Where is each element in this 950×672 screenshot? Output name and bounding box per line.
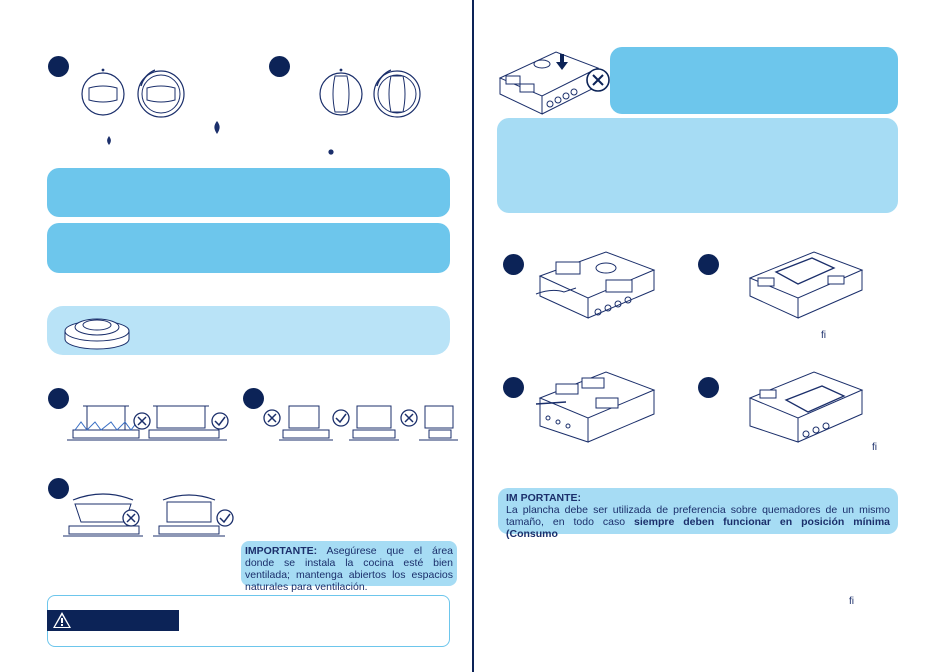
knob-icon bbox=[77, 66, 197, 126]
step-badge-2 bbox=[269, 56, 290, 77]
info-box-2 bbox=[47, 223, 450, 273]
stove-icon bbox=[746, 368, 866, 444]
stove-icon bbox=[746, 248, 866, 322]
plancha-note-label: IM PORTANTE: bbox=[506, 492, 582, 504]
ventilation-note-text: Asegúrese que el área donde se instala la cocina esté bien ventilada; mantenga abiertos los espacios naturales para ventilación. bbox=[245, 545, 453, 593]
right-page bbox=[474, 0, 936, 672]
left-margin bbox=[0, 0, 15, 672]
fi-mark-2: ﬁ bbox=[872, 442, 877, 453]
warning-icon bbox=[52, 611, 72, 629]
pot-icon bbox=[63, 490, 248, 542]
stove-icon bbox=[536, 368, 658, 444]
burner-icon bbox=[62, 309, 132, 353]
plancha-note-text: La plancha debe ser utilizada de preferencia sobre quemadores de un mismo tamaño, en todo caso bbox=[506, 504, 890, 528]
step-badge-3 bbox=[503, 377, 524, 398]
ventilation-note bbox=[245, 545, 453, 593]
check-icon bbox=[211, 412, 229, 430]
stove-icon bbox=[536, 248, 658, 322]
cross-icon bbox=[133, 412, 151, 430]
info-box-3 bbox=[610, 47, 898, 114]
flame-icon bbox=[105, 136, 113, 145]
step-badge-3 bbox=[48, 388, 69, 409]
info-box-1 bbox=[47, 168, 450, 217]
ventilation-note-label: IMPORTANTE: bbox=[245, 545, 318, 557]
plancha-note bbox=[506, 492, 890, 540]
cross-icon bbox=[586, 68, 610, 92]
step-badge-4 bbox=[698, 377, 719, 398]
dot-icon bbox=[328, 149, 334, 155]
left-page bbox=[15, 0, 471, 672]
info-box-4 bbox=[497, 118, 898, 213]
fi-mark-3: ﬁ bbox=[849, 596, 854, 607]
plancha-note-bold: siempre deben funcionar en posición mínima (Consumo bbox=[506, 516, 891, 540]
knob-icon bbox=[317, 66, 437, 126]
step-badge-2 bbox=[698, 254, 719, 275]
step-badge-4 bbox=[243, 388, 264, 409]
step-badge-1 bbox=[48, 56, 69, 77]
step-badge-1 bbox=[503, 254, 524, 275]
flame-icon bbox=[212, 121, 222, 134]
fi-mark-1: ﬁ bbox=[821, 330, 826, 341]
pot-icon bbox=[263, 400, 458, 446]
